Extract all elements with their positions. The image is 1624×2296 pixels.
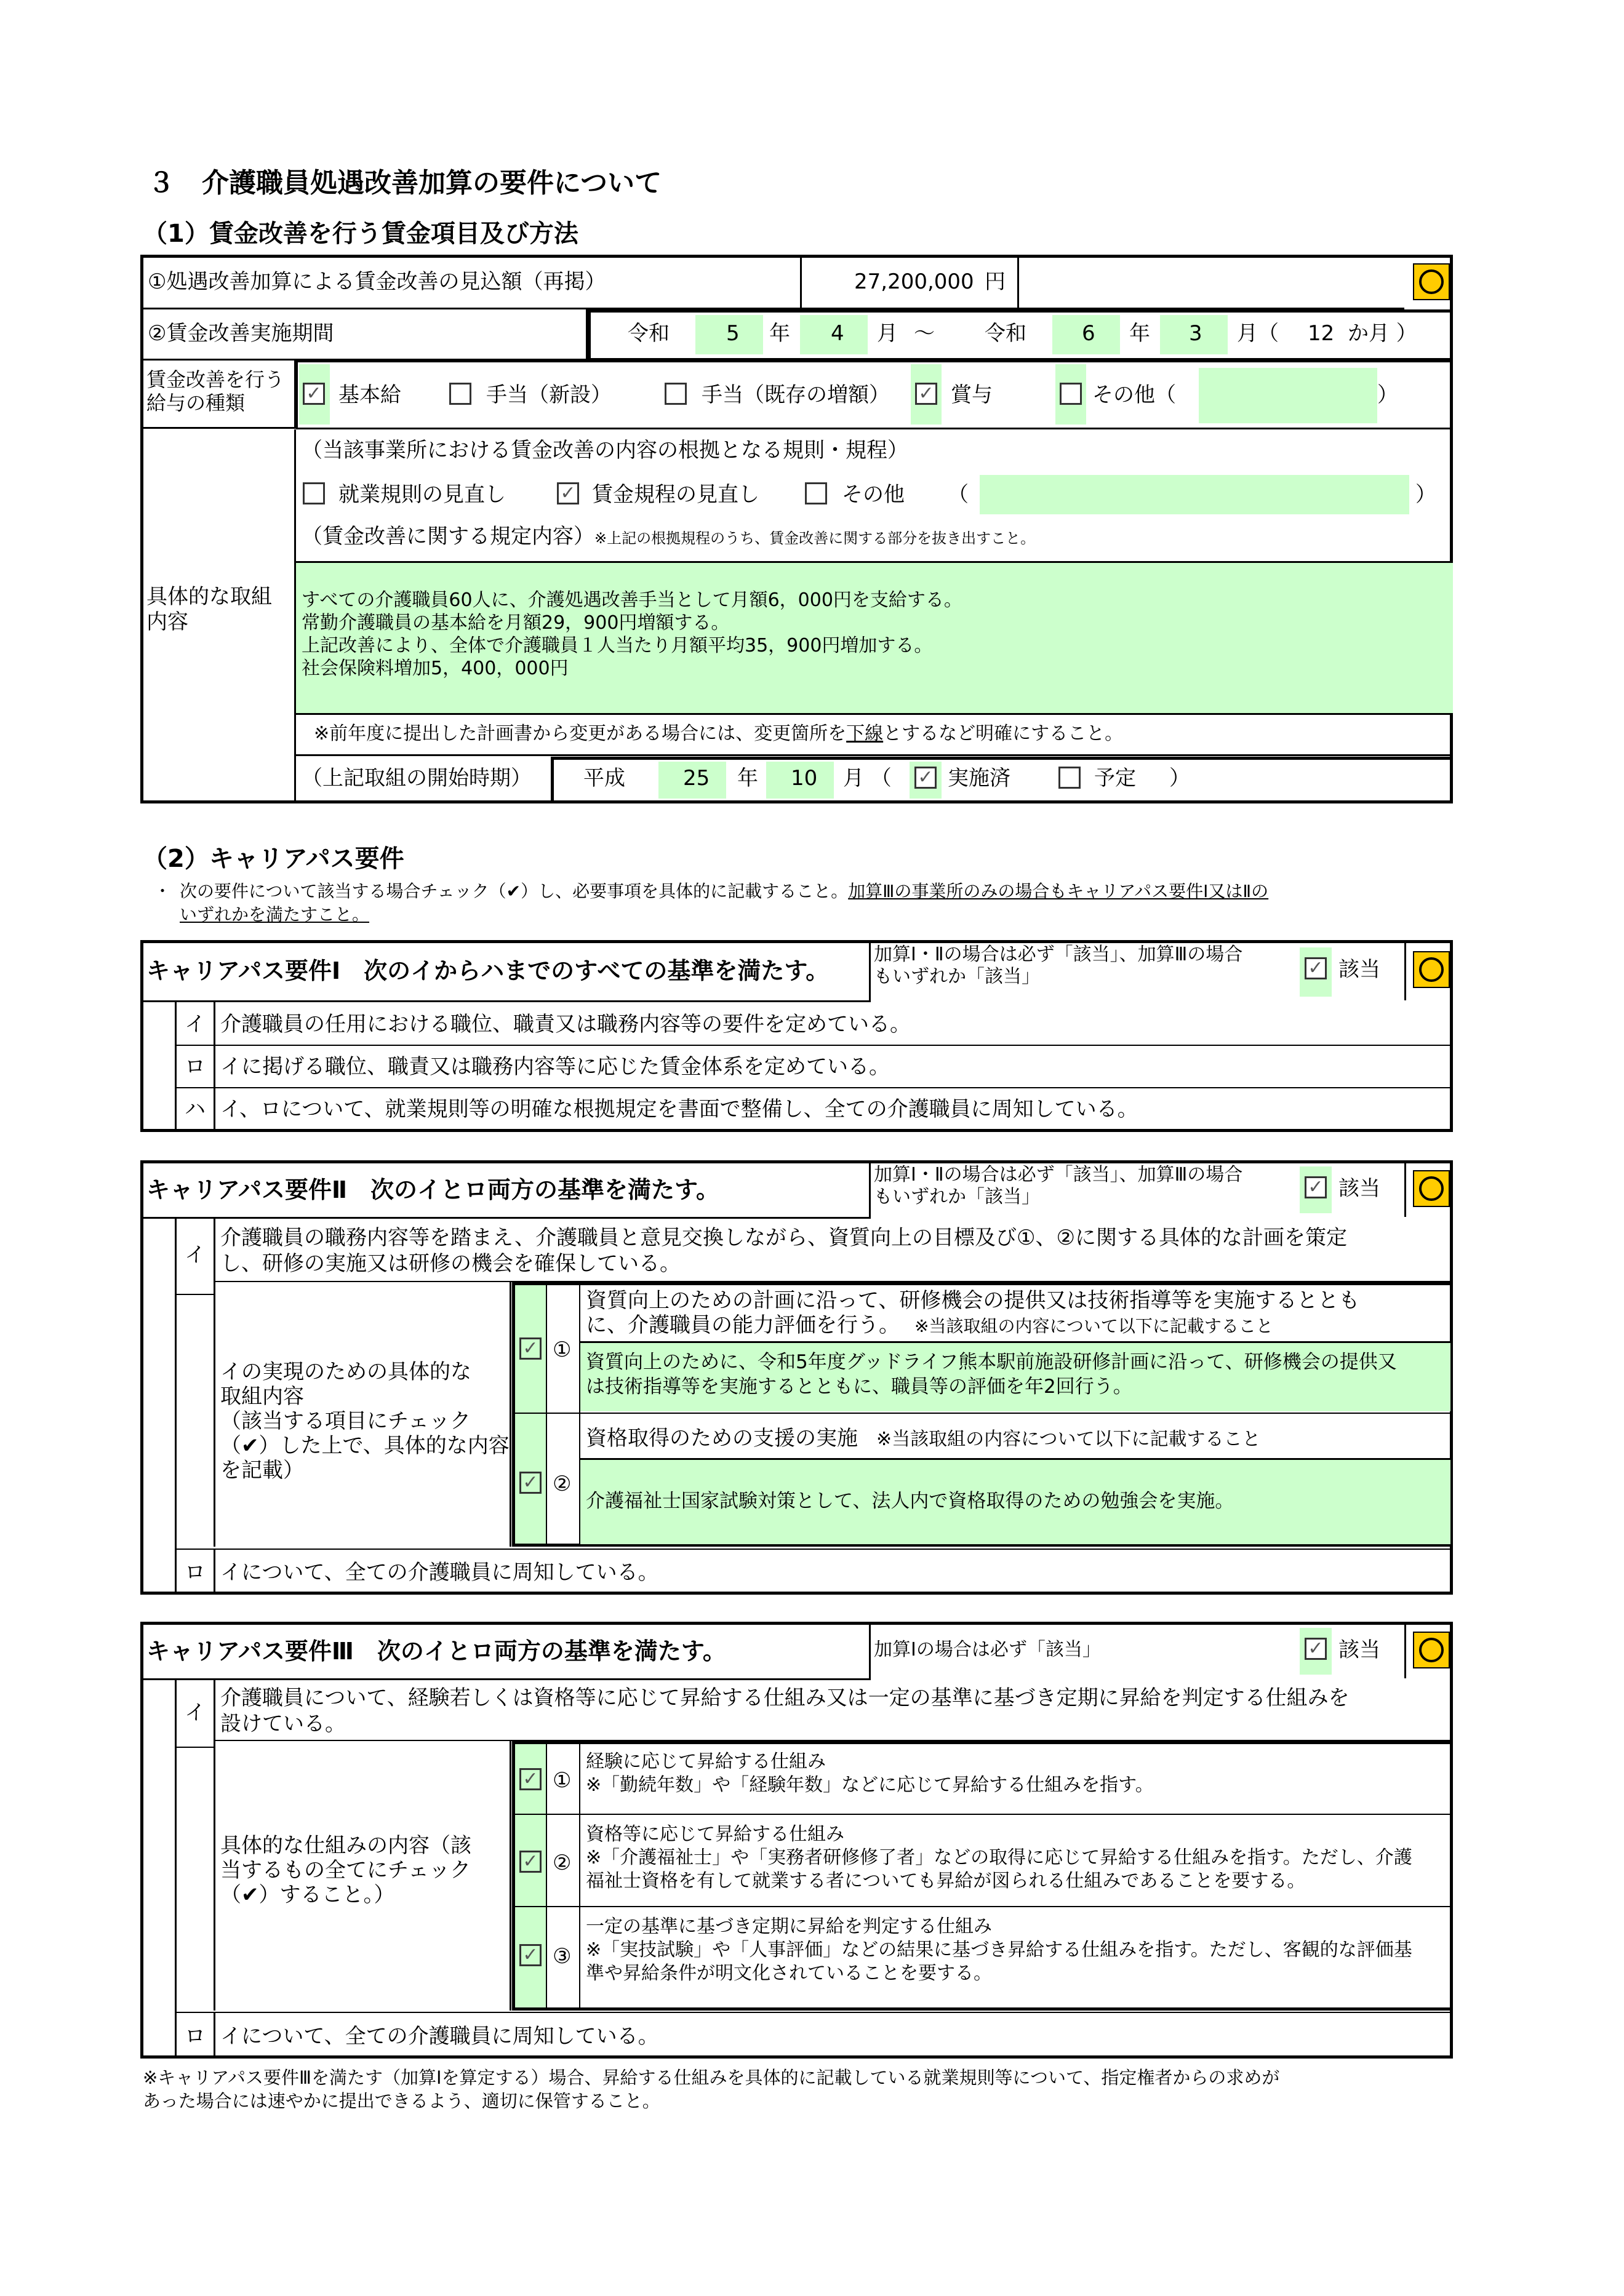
period-era-end: 令和: [985, 321, 1026, 346]
status-circle-icon: [1413, 951, 1450, 988]
period-era-start: 令和: [628, 321, 670, 346]
footer-note-1: ※キャリアパス要件Ⅲを満たす（加算Ⅰを算定する）場合、昇給する仕組みを具体的に記載している就業規則等について、指定権者からの求めが: [143, 2067, 1280, 2088]
checkbox-existing-allowance[interactable]: [665, 383, 687, 405]
checkbox-req1-applicable[interactable]: ✓: [1305, 957, 1327, 979]
change-note-a: ※前年度に提出した計画書から変更がある場合には、変更箇所を: [314, 723, 847, 744]
req2-num-column: [547, 1285, 580, 1544]
rule-line-3: 上記改善により、全体で介護職員１人当たり月額平均35，900円増加する。: [302, 635, 933, 656]
req3-title: キャリアパス要件Ⅲ 次のイとロ両方の基準を満たす。: [146, 1638, 726, 1665]
req2-sub1-text-1: 資質向上のための計画に沿って、研修機会の提供又は技術指導等を実施するととも: [586, 1288, 1360, 1313]
type-basic-salary: 基本給: [338, 383, 401, 407]
section2-note-u1: 加算Ⅲの事業所のみの場合もキャリアパス要件Ⅰ又はⅡの: [848, 881, 1269, 901]
section2-note-u2: いずれかを満たすこと。: [180, 904, 370, 925]
req2-sub1-content-2: は技術指導等を実施するとともに、職員等の評価を年2回行う。: [586, 1376, 1132, 1398]
req1-item-i-text: 介護職員の任用における職位、職責又は職務内容等の要件を定めている。: [220, 1012, 911, 1037]
change-note-underlined: 下線: [846, 723, 884, 744]
basis-close: ）: [1415, 482, 1436, 507]
checkbox-wage-rules[interactable]: ✓: [557, 482, 579, 504]
concrete-label: 具体的な取組内容: [146, 584, 272, 634]
checkbox-req2-sub1[interactable]: ✓: [519, 1337, 542, 1360]
other-type-field[interactable]: [1199, 368, 1377, 423]
start-era: 平成: [583, 766, 625, 791]
year-end: 6: [1082, 321, 1095, 346]
change-note-b: とするなど明確にすること。: [883, 723, 1124, 744]
checkbox-req2-applicable[interactable]: ✓: [1305, 1176, 1327, 1198]
req2-left-5: を記載）: [220, 1458, 304, 1483]
req2-condition-1: 加算Ⅰ・Ⅱの場合は必ず「該当」、加算Ⅲの場合: [874, 1164, 1243, 1186]
req2-left-4: （✔）した上で、具体的な内容: [220, 1433, 510, 1458]
rule-line-4: 社会保険料増加5，400，000円: [302, 658, 569, 679]
checkbox-other-type[interactable]: [1060, 383, 1082, 405]
section2-note-line1: [180, 881, 1268, 902]
section2-bullet: ・: [154, 881, 172, 901]
rule-line-2: 常勤介護職員の基本給を月額29，900円増額する。: [302, 612, 730, 634]
req3-sub2-line-1: 資格等に応じて昇給する仕組み: [586, 1824, 844, 1845]
req2-sub1-note: ※当該取組の内容について以下に記載すること: [914, 1316, 1273, 1336]
month-end: 3: [1189, 321, 1202, 346]
start-month-unit: 月 （: [843, 766, 892, 791]
req2-condition-2: もいずれか「該当」: [874, 1186, 1040, 1208]
start-month: 10: [791, 766, 818, 791]
status-circle-icon: [1413, 1632, 1450, 1668]
year-start-unit: 年: [769, 321, 790, 346]
req3-left-3: （✔）すること。）: [220, 1883, 395, 1907]
req1-line-2: [177, 1087, 1450, 1088]
req3-sub2-line-3: 福祉士資格を有して就業する者についても昇給が図られる仕組みであることを要する。: [586, 1870, 1306, 1892]
req2-i-mark: イ: [185, 1243, 206, 1267]
months-count: 12: [1308, 321, 1335, 346]
req2-sub1-text-2a: に、介護職員の能力評価を行う。: [586, 1313, 900, 1337]
req3-condition: 加算Ⅰの場合は必ず「該当」: [874, 1639, 1101, 1660]
req1-applicable: 該当: [1338, 957, 1380, 982]
checkbox-work-rules[interactable]: [303, 482, 325, 504]
req3-i-mark: イ: [185, 1700, 206, 1725]
basis-other-field[interactable]: [980, 475, 1409, 514]
checkbox-req2-sub2[interactable]: ✓: [519, 1472, 542, 1494]
req2-ro-mark: ロ: [185, 1560, 206, 1585]
req3-sub3-line-2: ※「実技試験」や「人事評価」などの結果に基づき昇給する仕組みを指す。ただし、客観的な評価基: [586, 1939, 1412, 1961]
req3-applicable: 該当: [1338, 1638, 1380, 1662]
section1-heading: （1）賃金改善を行う賃金項目及び方法: [143, 220, 578, 248]
change-note: [314, 723, 1123, 745]
req3-left-1: 具体的な仕組みの内容（該: [220, 1833, 471, 1858]
basis-heading: （当該事業所における賃金改善の内容の根拠となる規則・規程）: [302, 438, 908, 463]
req3-sub-divider-1: [515, 1814, 1450, 1815]
checkbox-req3-sub2[interactable]: ✓: [519, 1851, 542, 1873]
req1-item-ro-mark: ロ: [185, 1054, 206, 1079]
req2-sub2-note: ※当該取組の内容について以下に記載すること: [876, 1429, 1261, 1450]
req3-ro-text: イについて、全ての介護職員に周知している。: [220, 2024, 659, 2049]
req3-sub1-line-1: 経験に応じて昇給する仕組み: [586, 1751, 826, 1772]
row1-unit: 円: [985, 269, 1006, 294]
req1-line-1: [177, 1045, 1450, 1046]
months-unit: か月 ）: [1348, 321, 1417, 346]
req3-sub3-num: ③: [553, 1944, 572, 1969]
req3-sub1-num: ①: [553, 1768, 572, 1793]
req2-sub2-text-1: 資格取得のための支援の実施: [586, 1426, 858, 1451]
req2-sub1-text-2: [586, 1313, 1273, 1338]
req2-sub-divider: [515, 1413, 1450, 1414]
type-new-allowance: 手当（新設）: [486, 383, 612, 407]
req1-item-ha-text: イ、ロについて、就業規則等の明確な根拠規定を書面で整備し、全ての介護職員に周知している。: [220, 1097, 1138, 1122]
start-plan: 予定: [1094, 766, 1136, 791]
page-title: ３ 介護職員処遇改善加算の要件について: [148, 167, 662, 199]
req2-left-3: （該当する項目にチェック: [220, 1409, 471, 1433]
status-circle-icon: [1413, 1170, 1450, 1207]
section2-note-a: 次の要件について該当する場合チェック（✔）し、必要事項を具体的に記載すること。: [180, 881, 849, 901]
req2-sub1-content-1: 資質向上のために、令和5年度グッドライフ熊本駅前施設研修計画に沿って、研修機会の提供又: [586, 1351, 1397, 1373]
req1-condition-1: 加算Ⅰ・Ⅱの場合は必ず「該当」、加算Ⅲの場合: [874, 944, 1243, 965]
row2-label: ②賃金改善実施期間: [148, 321, 334, 346]
req3-left-2: 当するもの全てにチェック: [220, 1858, 471, 1883]
req2-sub2-content: 介護福祉士国家試験対策として、法人内で資格取得のための勉強会を実施。: [586, 1490, 1234, 1512]
req2-ro-line: [177, 1549, 1450, 1550]
checkbox-req3-applicable[interactable]: ✓: [1305, 1638, 1327, 1660]
req2-i-text-1: 介護職員の職務内容等を踏まえ、介護職員と意見交換しながら、資質向上の目標及び①、②に関する具体的な計画を策定: [220, 1226, 1347, 1250]
req2-cond-right: [1404, 1163, 1406, 1217]
rule-line-1: すべての介護職員60人に、介護処遇改善手当として月額6，000円を支給する。: [302, 589, 962, 611]
req1-title: キャリアパス要件Ⅰ 次のイからハまでのすべての基準を満たす。: [146, 957, 830, 984]
tilde-text: ～: [914, 321, 935, 346]
req2-sub2-text: [586, 1426, 1261, 1451]
year-start: 5: [726, 321, 740, 346]
req2-title: キャリアパス要件Ⅱ 次のイとロ両方の基準を満たす。: [146, 1176, 719, 1203]
req1-item-ha-mark: ハ: [185, 1097, 206, 1122]
type-bonus: 賞与: [951, 383, 993, 407]
types-label: 賃金改善を行う給与の種類: [146, 368, 285, 415]
basis-wage-rules: 賃金規程の見直し: [592, 482, 759, 507]
req3-sub3-line-3: 準や昇給条件が明文化されていることを要する。: [586, 1963, 992, 1984]
row1-empty: [1019, 257, 1404, 309]
req2-indent: [143, 1219, 177, 1592]
basis-open: （: [948, 482, 969, 507]
basis-other: その他: [842, 482, 905, 507]
req2-cb-column: [515, 1285, 547, 1544]
rule-heading: [302, 524, 1035, 549]
req2-sub1-num: ①: [553, 1337, 572, 1362]
req3-sub3-line-1: 一定の基準に基づき定期に昇給を判定する仕組み: [586, 1916, 992, 1937]
rule-heading-text: （賃金改善に関する規定内容）: [302, 524, 594, 549]
req1-condition-2: もいずれか「該当」: [874, 966, 1040, 987]
req3-i-text-2: 設けている。: [220, 1712, 346, 1736]
start-row-line: [296, 754, 1450, 756]
start-year-unit: 年: [737, 766, 758, 791]
req3-i-text-1: 介護職員について、経験若しくは資格等に応じて昇給する仕組み又は一定の基準に基づき定期に昇給を判定する仕組みを: [220, 1686, 1350, 1710]
req3-sub-left-cell: [177, 1741, 215, 2011]
req3-cond-right: [1404, 1624, 1406, 1678]
type-existing-allowance: 手当（既存の増額）: [702, 383, 890, 407]
month-start-unit: 月: [877, 321, 898, 346]
row1-label: ①処遇改善加算による賃金改善の見込額（再掲）: [148, 269, 606, 294]
req2-sub-left-cell: [177, 1282, 215, 1547]
req3-sub-divider-2: [515, 1906, 1450, 1907]
year-end-unit: 年: [1129, 321, 1150, 346]
req3-sub2-num: ②: [553, 1851, 572, 1875]
checkbox-implemented[interactable]: ✓: [914, 767, 937, 789]
checkbox-req3-sub1[interactable]: ✓: [519, 1768, 542, 1790]
req3-sub1-line-2: ※「勤続年数」や「経験年数」などに応じて昇給する仕組みを指す。: [586, 1774, 1154, 1796]
month-start: 4: [831, 321, 844, 346]
req2-left-1: イの実現のための具体的な: [220, 1360, 471, 1384]
row1-amount: 27,200,000: [854, 269, 974, 294]
req3-ro-line: [177, 2012, 1450, 2013]
start-close: ）: [1169, 766, 1190, 791]
req2-i-text-2: し、研修の実施又は研修の機会を確保している。: [220, 1251, 681, 1276]
req2-ro-text: イについて、全ての介護職員に周知している。: [220, 1560, 659, 1585]
basis-work-rules: 就業規則の見直し: [338, 482, 506, 507]
rule-note: ※上記の根拠規程のうち、賃金改善に関する部分を抜き出すこと。: [594, 530, 1036, 547]
checkbox-bonus[interactable]: ✓: [915, 383, 937, 405]
start-label: （上記取組の開始時期）: [302, 766, 532, 791]
status-circle-icon: [1413, 263, 1450, 300]
checkbox-planned[interactable]: [1058, 767, 1081, 789]
start-done: 実施済: [948, 766, 1010, 791]
month-end-unit: 月（: [1237, 321, 1279, 346]
checkbox-req3-sub3[interactable]: ✓: [519, 1944, 542, 1966]
req2-applicable: 該当: [1338, 1176, 1380, 1201]
req1-item-i-mark: イ: [185, 1012, 206, 1037]
req2-sub2-num: ②: [553, 1472, 572, 1496]
req1-cond-right: [1404, 943, 1406, 1000]
req1-indent: [143, 1002, 177, 1130]
req3-sub2-line-2: ※「介護福祉士」や「実務者研修修了者」などの取得に応じて昇給する仕組みを指す。ただし、介護: [586, 1847, 1412, 1868]
footer-note-2: あった場合には速やかに提出できるよう、適切に保管すること。: [143, 2091, 660, 2111]
req2-left-2: 取組内容: [220, 1384, 304, 1409]
type-other: その他（: [1092, 383, 1176, 407]
checkbox-basic-salary[interactable]: ✓: [303, 383, 325, 405]
req3-indent: [143, 1680, 177, 2056]
req3-ro-mark: ロ: [185, 2024, 206, 2049]
section2-heading: （2）キャリアパス要件: [143, 845, 404, 873]
checkbox-new-allowance[interactable]: [449, 383, 471, 405]
req1-item-ro-text: イに掲げる職位、職責又は職務内容等に応じた賃金体系を定めている。: [220, 1054, 890, 1079]
types-close: ）: [1377, 383, 1398, 407]
start-year: 25: [683, 766, 710, 791]
checkbox-basis-other[interactable]: [805, 482, 827, 504]
